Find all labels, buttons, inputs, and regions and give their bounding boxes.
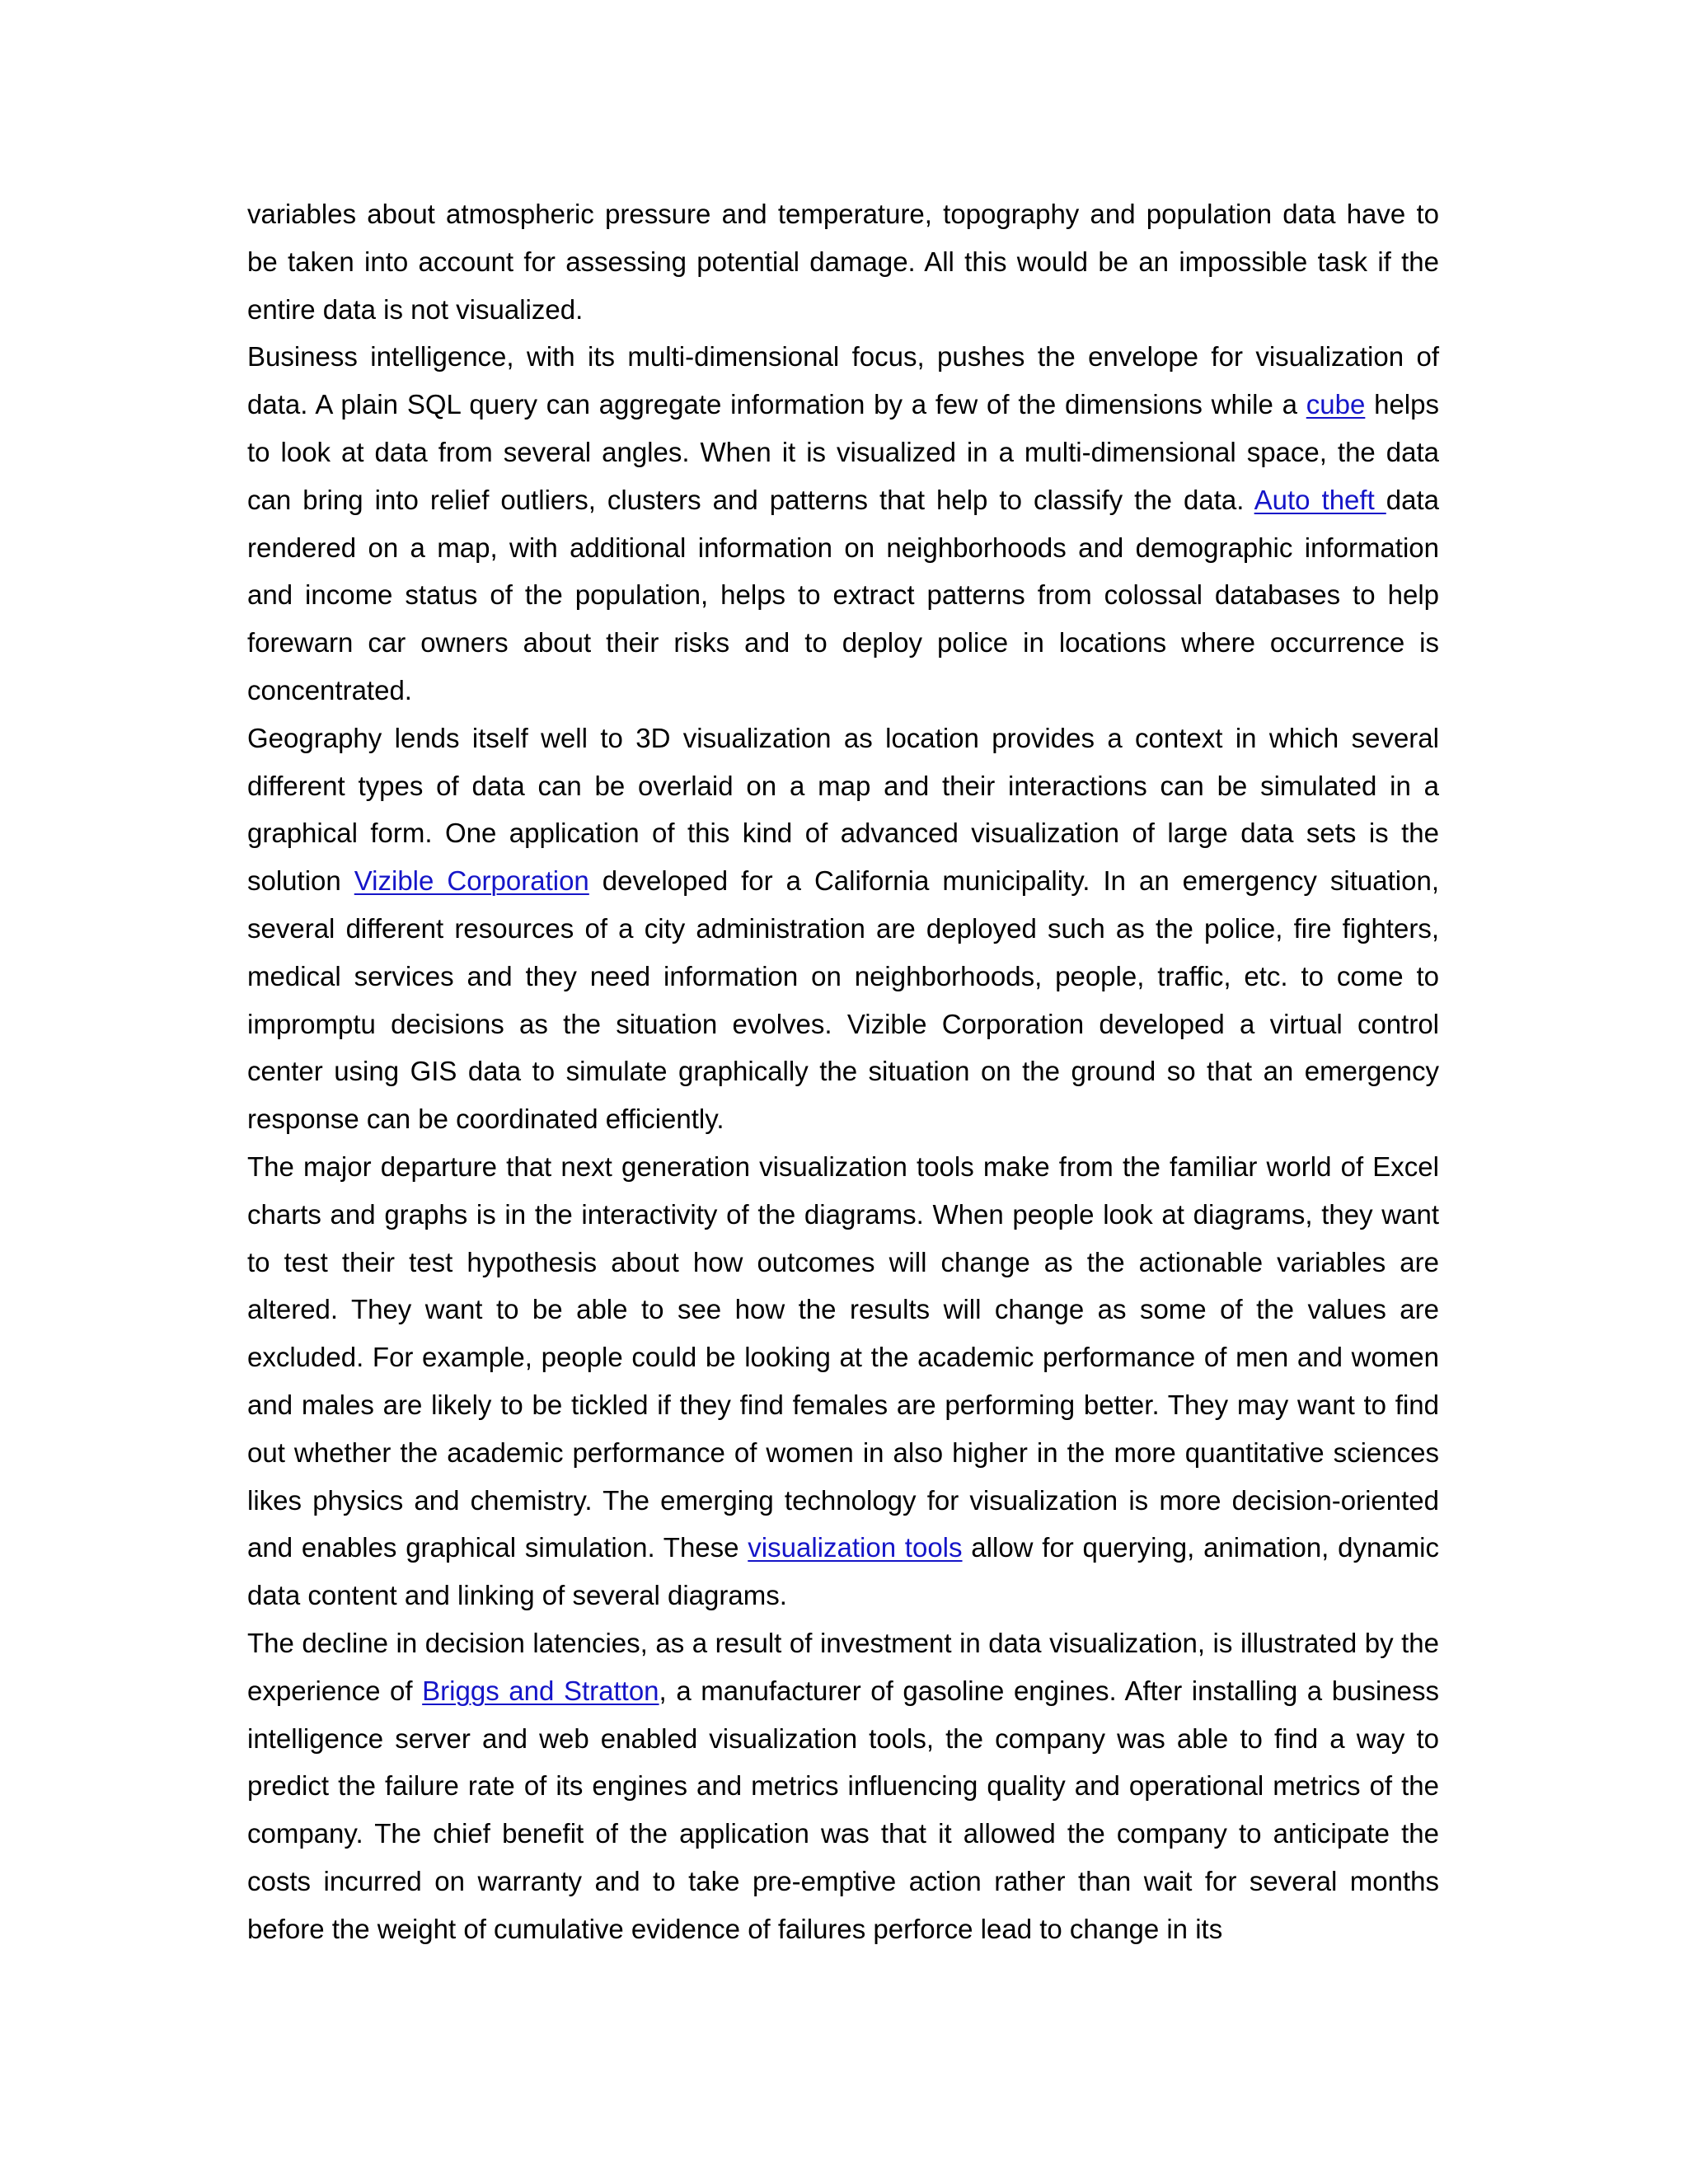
paragraph-5-text-b: , a manufacturer of gasoline engines. After installing a business intelligence server and web enabled visualization tools, the company was able to find a way to predict the failure rate of its engines and metrics influencing quality and operational metrics of the company. The chief benefit of the application was that it allowed the company to anticipate the costs incurred on warranty and to take pre-emptive action rather than wait for several months before the weight of cumulative evidence of failures perforce lead to change in its (247, 1675, 1439, 1944)
paragraph-3-text-b: developed for a California municipality. In an emergency situation, several different resources of a city administration are deployed such as the police, fire fighters, medical services and they need information on neighborhoods, people, traffic, etc. to come to impromptu decisions as the situation evolves. Vizible Corporation developed a virtual control center using GIS data to simulate graphically the situation on the ground so that an emergency response can be coordinated efficiently. (247, 865, 1439, 1135)
paragraph-2-text-a: Business intelligence, with its multi-dimensional focus, pushes the envelope for visualization of data. A plain SQL query can aggregate information by a few of the dimensions while a (247, 341, 1439, 420)
paragraph-5 (247, 1619, 1439, 1953)
paragraph-1 (247, 190, 1439, 333)
paragraph-4 (247, 1143, 1439, 1619)
paragraph-4-text-a: The major departure that next generation visualization tools make from the familiar world of Excel charts and graphs is in the interactivity of the diagrams. When people look at diagrams, they want to test their test hypothesis about how outcomes will change as the actionable variables are altered. They want to be able to see how the results will change as some of the values are excluded. For example, people could be looking at the academic performance of men and women and males are likely to be tickled if they find females are performing better. They may want to find out whether the academic performance of women in also higher in the more quantitative sciences likes physics and chemistry. The emerging technology for visualization is more decision-oriented and enables graphical simulation. These (247, 1151, 1439, 1563)
paragraph-1-text: variables about atmospheric pressure and temperature, topography and population data have to be taken into account for assessing potential damage. All this would be an impossible task if the entire data is not visualized. (247, 199, 1439, 325)
auto-theft-link[interactable]: Auto theft (1254, 484, 1386, 515)
paragraph-3-text-a: Geography lends itself well to 3D visualization as location provides a context in which several different types of data can be overlaid on a map and their interactions can be simulated in a graphical form. One application of this kind of advanced visualization of large data sets is the solution (247, 722, 1439, 897)
paragraph-3 (247, 715, 1439, 1143)
paragraph-5-text-a: The decline in decision latencies, as a result of investment in data visualization, is illustrated by the experience of (247, 1627, 1439, 1706)
visualization-tools-link[interactable]: visualization tools (748, 1532, 963, 1563)
paragraph-4-text-b: allow for querying, animation, dynamic data content and linking of several diagrams. (247, 1532, 1439, 1611)
briggs-and-stratton-link[interactable]: Briggs and Stratton (422, 1675, 659, 1706)
vizible-corporation-link[interactable]: Vizible Corporation (354, 865, 589, 897)
cube-link[interactable]: cube (1306, 389, 1366, 420)
paragraph-2-text-c: data rendered on a map, with additional information on neighborhoods and demographic information and income status of the population, helps to extract patterns from colossal databases to help forewarn car owners about their risks and to deploy police in locations where occurrence is concentrated. (247, 484, 1439, 705)
paragraph-2-text-b: helps to look at data from several angles. When it is visualized in a multi-dimensional space, the data can bring into relief outliers, clusters and patterns that help to classify the data. (247, 389, 1439, 515)
paragraph-2 (247, 333, 1439, 714)
document-page (247, 190, 1439, 1952)
